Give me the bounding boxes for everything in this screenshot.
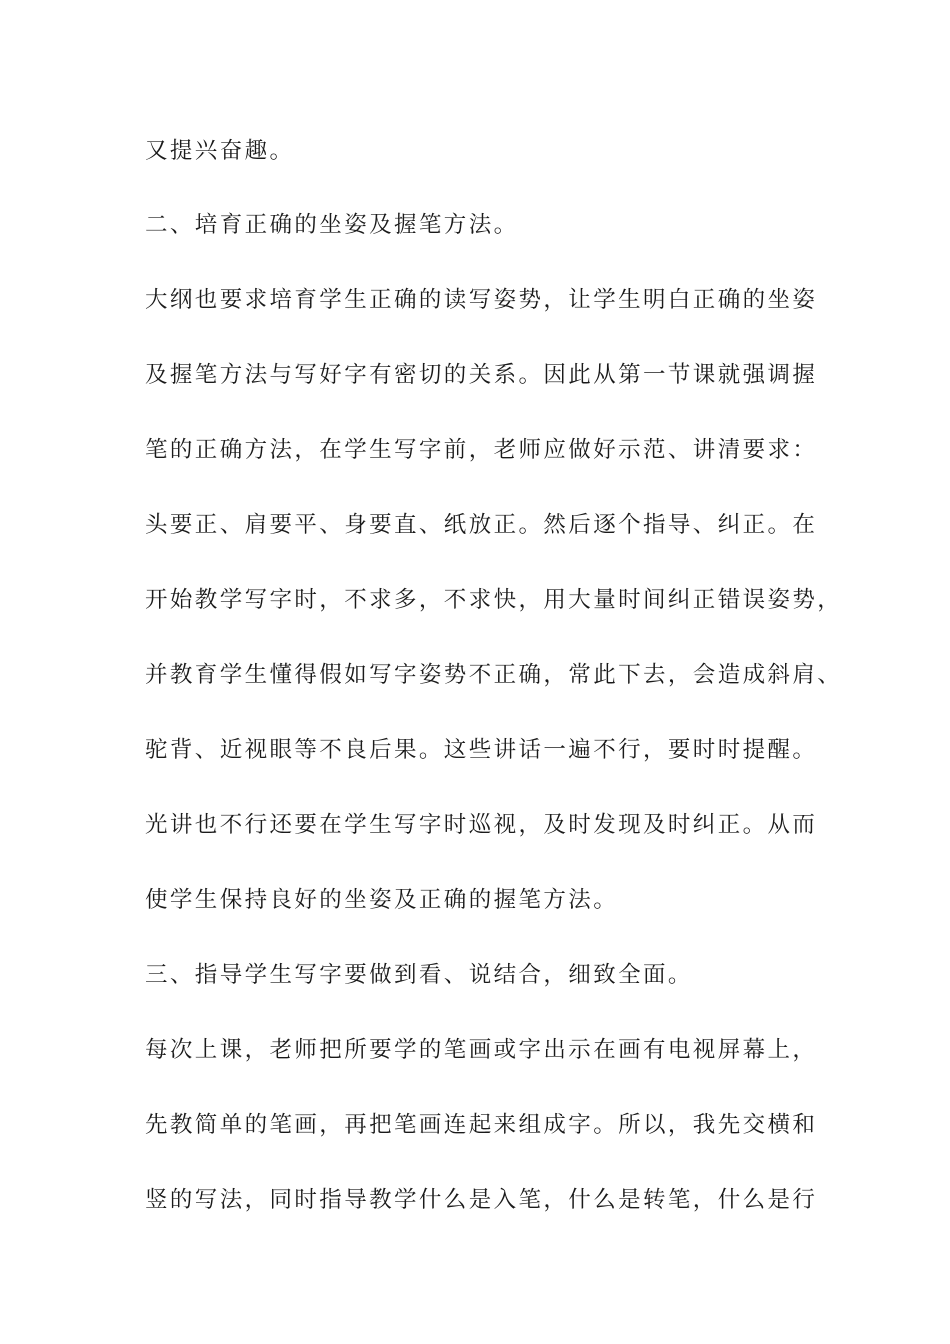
text-line-8: 并教育学生懂得假如写字姿势不正确，常此下去，会造成斜肩、 <box>145 662 843 688</box>
text-line-6: 头要正、肩要平、身要直、纸放正。然后逐个指导、纠正。在 <box>145 512 818 538</box>
text-line-15: 竖的写法，同时指导教学什么是入笔，什么是转笔，什么是行 <box>145 1187 818 1213</box>
text-line-14: 先教简单的笔画，再把笔画连起来组成字。所以，我先交横和 <box>145 1112 818 1138</box>
text-line-1: 又提兴奋趣。 <box>145 138 295 164</box>
text-line-5: 笔的正确方法，在学生写字前，老师应做好示范、讲清要求： <box>145 437 818 463</box>
text-line-11: 使学生保持良好的坐姿及正确的握笔方法。 <box>145 887 619 913</box>
section-heading-2: 二、培育正确的坐姿及握笔方法。 <box>145 212 519 238</box>
text-line-4: 及握笔方法与写好字有密切的关系。因此从第一节课就强调握 <box>145 362 818 388</box>
text-line-3: 大纲也要求培育学生正确的读写姿势，让学生明白正确的坐姿 <box>145 287 818 313</box>
section-heading-3: 三、指导学生写字要做到看、说结合，细致全面。 <box>145 962 693 988</box>
text-line-9: 驼背、近视眼等不良后果。这些讲话一遍不行，要时时提醒。 <box>145 737 818 763</box>
text-line-13: 每次上课，老师把所要学的笔画或字出示在画有电视屏幕上， <box>145 1037 818 1063</box>
text-line-7: 开始教学写字时，不求多，不求快，用大量时间纠正错误姿势， <box>145 587 843 613</box>
text-line-10: 光讲也不行还要在学生写字时巡视，及时发现及时纠正。从而 <box>145 812 818 838</box>
